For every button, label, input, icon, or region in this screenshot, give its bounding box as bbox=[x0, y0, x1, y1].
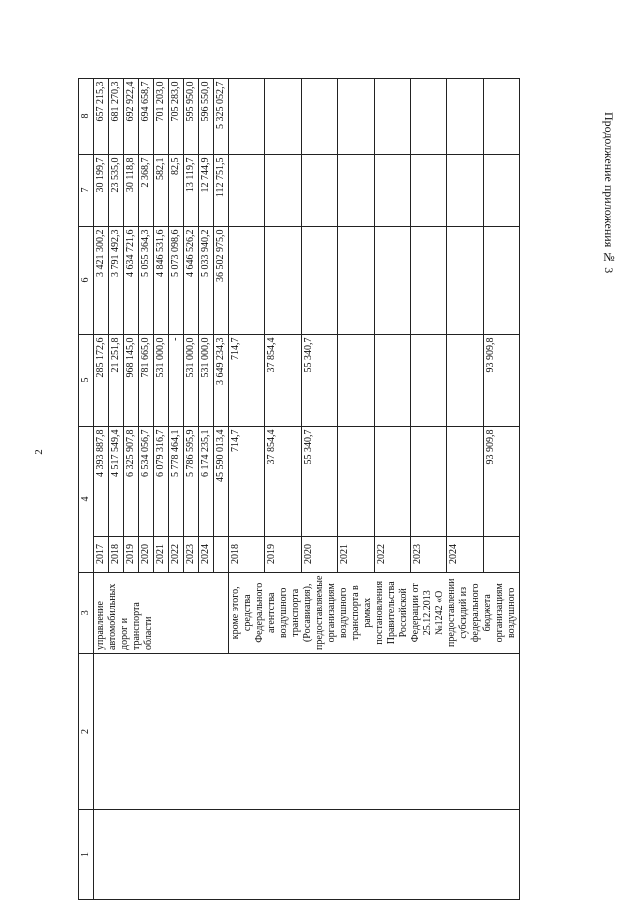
value-cell: 55 340,7 bbox=[301, 426, 337, 536]
value-cell: 681 270,3 bbox=[109, 78, 124, 154]
total-cell: 93 909,8 bbox=[483, 426, 519, 536]
col2-empty bbox=[94, 654, 520, 810]
block1-label: управление автомобильных дорог и транспорта области bbox=[94, 572, 229, 653]
value-cell: 37 854,4 bbox=[265, 334, 301, 426]
data-table bbox=[78, 78, 520, 900]
value-cell: 694 658,7 bbox=[139, 78, 154, 154]
empty-cell bbox=[410, 226, 446, 334]
empty-cell bbox=[229, 226, 265, 334]
value-cell: 5 778 464,1 bbox=[169, 426, 184, 536]
value-cell: 3 791 492,3 bbox=[109, 226, 124, 334]
empty-cell bbox=[301, 78, 337, 154]
empty-cell bbox=[301, 154, 337, 226]
value-cell: 531 000,0 bbox=[184, 334, 199, 426]
year-cell: 2024 bbox=[447, 536, 483, 572]
header-cell: 4 bbox=[79, 426, 94, 572]
value-cell bbox=[374, 334, 410, 426]
value-cell: 30 118,8 bbox=[124, 154, 139, 226]
empty-cell bbox=[374, 154, 410, 226]
total-cell: 3 649 234,3 bbox=[214, 334, 229, 426]
year-cell: 2018 bbox=[109, 536, 124, 572]
value-cell: 6 174 235,1 bbox=[199, 426, 214, 536]
page-number: 2 bbox=[32, 449, 45, 455]
value-cell: 968 145,0 bbox=[124, 334, 139, 426]
value-cell: 13 119,7 bbox=[184, 154, 199, 226]
empty-cell bbox=[229, 78, 265, 154]
year-cell bbox=[214, 536, 229, 572]
table-row bbox=[94, 78, 109, 899]
value-cell bbox=[374, 426, 410, 536]
value-cell: 596 550,0 bbox=[199, 78, 214, 154]
value-cell: 3 421 300,2 bbox=[94, 226, 109, 334]
empty-cell bbox=[338, 226, 374, 334]
value-cell: 4 393 887,8 bbox=[94, 426, 109, 536]
value-cell: 595 950,0 bbox=[184, 78, 199, 154]
block2-label: кроме этого, средства Федерального агентства воздушного транспорта (Росавиация), предоставляемые организациям воздушного транспорта в рамках постановления Правительства Российской Федерации от 25.12.2013 №1242 «О предоставлении субсидий из федерального бюджета организациям воздушного bbox=[229, 572, 520, 653]
header-cell: 1 bbox=[79, 810, 94, 900]
header-row bbox=[79, 78, 94, 899]
empty-cell bbox=[410, 78, 446, 154]
empty-cell bbox=[374, 226, 410, 334]
value-cell: 714,7 bbox=[229, 426, 265, 536]
value-cell: 531 000,0 bbox=[199, 334, 214, 426]
value-cell: 23 535,0 bbox=[109, 154, 124, 226]
year-cell: 2018 bbox=[229, 536, 265, 572]
year-cell: 2019 bbox=[265, 536, 301, 572]
value-cell: 5 055 364,3 bbox=[139, 226, 154, 334]
year-cell: 2023 bbox=[184, 536, 199, 572]
empty-cell bbox=[410, 154, 446, 226]
value-cell bbox=[410, 426, 446, 536]
value-cell: 6 534 056,7 bbox=[139, 426, 154, 536]
empty-cell bbox=[447, 226, 483, 334]
total-cell: 36 502 975,0 bbox=[214, 226, 229, 334]
value-cell bbox=[410, 334, 446, 426]
value-cell: 12 744,9 bbox=[199, 154, 214, 226]
year-cell: 2022 bbox=[374, 536, 410, 572]
empty-cell bbox=[265, 226, 301, 334]
header-cell: 2 bbox=[79, 654, 94, 810]
year-cell bbox=[483, 536, 519, 572]
empty-cell bbox=[447, 154, 483, 226]
value-cell: 5 786 595,9 bbox=[184, 426, 199, 536]
year-cell: 2021 bbox=[154, 536, 169, 572]
empty-cell bbox=[447, 78, 483, 154]
value-cell: 4 517 549,4 bbox=[109, 426, 124, 536]
value-cell: 657 215,3 bbox=[94, 78, 109, 154]
empty-cell bbox=[374, 78, 410, 154]
value-cell: 531 000,0 bbox=[154, 334, 169, 426]
empty-cell bbox=[483, 226, 519, 334]
year-cell: 2024 bbox=[199, 536, 214, 572]
total-cell: 112 751,5 bbox=[214, 154, 229, 226]
value-cell: 582,1 bbox=[154, 154, 169, 226]
value-cell: 4 846 531,6 bbox=[154, 226, 169, 334]
value-cell: 5 073 098,6 bbox=[169, 226, 184, 334]
year-cell: 2017 bbox=[94, 536, 109, 572]
value-cell bbox=[338, 426, 374, 536]
value-cell: 37 854,4 bbox=[265, 426, 301, 536]
total-cell: 45 590 013,4 bbox=[214, 426, 229, 536]
value-cell: 701 203,0 bbox=[154, 78, 169, 154]
value-cell: 5 033 940,2 bbox=[199, 226, 214, 334]
empty-cell bbox=[338, 78, 374, 154]
value-cell: 55 340,7 bbox=[301, 334, 337, 426]
value-cell bbox=[447, 426, 483, 536]
header-cell: 8 bbox=[79, 78, 94, 154]
value-cell: 705 283,0 bbox=[169, 78, 184, 154]
value-cell: 285 172,6 bbox=[94, 334, 109, 426]
value-cell: 4 634 721,6 bbox=[124, 226, 139, 334]
year-cell: 2023 bbox=[410, 536, 446, 572]
value-cell bbox=[338, 334, 374, 426]
value-cell: 21 251,8 bbox=[109, 334, 124, 426]
col1-empty bbox=[94, 810, 520, 900]
rotated-table-container bbox=[78, 20, 598, 900]
year-cell: 2020 bbox=[301, 536, 337, 572]
value-cell: 30 199,7 bbox=[94, 154, 109, 226]
value-cell: 692 922,4 bbox=[124, 78, 139, 154]
empty-cell bbox=[229, 154, 265, 226]
year-cell: 2021 bbox=[338, 536, 374, 572]
header-cell: 5 bbox=[79, 334, 94, 426]
value-cell: - bbox=[169, 334, 184, 426]
value-cell: 2 368,7 bbox=[139, 154, 154, 226]
value-cell: 781 665,0 bbox=[139, 334, 154, 426]
total-cell: 93 909,8 bbox=[483, 334, 519, 426]
empty-cell bbox=[301, 226, 337, 334]
header-cell: 7 bbox=[79, 154, 94, 226]
value-cell: 6 325 907,8 bbox=[124, 426, 139, 536]
value-cell: 4 646 526,2 bbox=[184, 226, 199, 334]
empty-cell bbox=[483, 154, 519, 226]
empty-cell bbox=[338, 154, 374, 226]
empty-cell bbox=[265, 154, 301, 226]
header-cell: 6 bbox=[79, 226, 94, 334]
year-cell: 2020 bbox=[139, 536, 154, 572]
year-cell: 2019 bbox=[124, 536, 139, 572]
value-cell: 82,5 bbox=[169, 154, 184, 226]
year-cell: 2022 bbox=[169, 536, 184, 572]
total-cell: 5 325 052,7 bbox=[214, 78, 229, 154]
header-cell: 3 bbox=[79, 572, 94, 653]
empty-cell bbox=[483, 78, 519, 154]
empty-cell bbox=[265, 78, 301, 154]
value-cell: 714,7 bbox=[229, 334, 265, 426]
value-cell bbox=[447, 334, 483, 426]
appendix-caption: Продолжение приложения № 3 bbox=[602, 112, 616, 274]
value-cell: 6 079 316,7 bbox=[154, 426, 169, 536]
